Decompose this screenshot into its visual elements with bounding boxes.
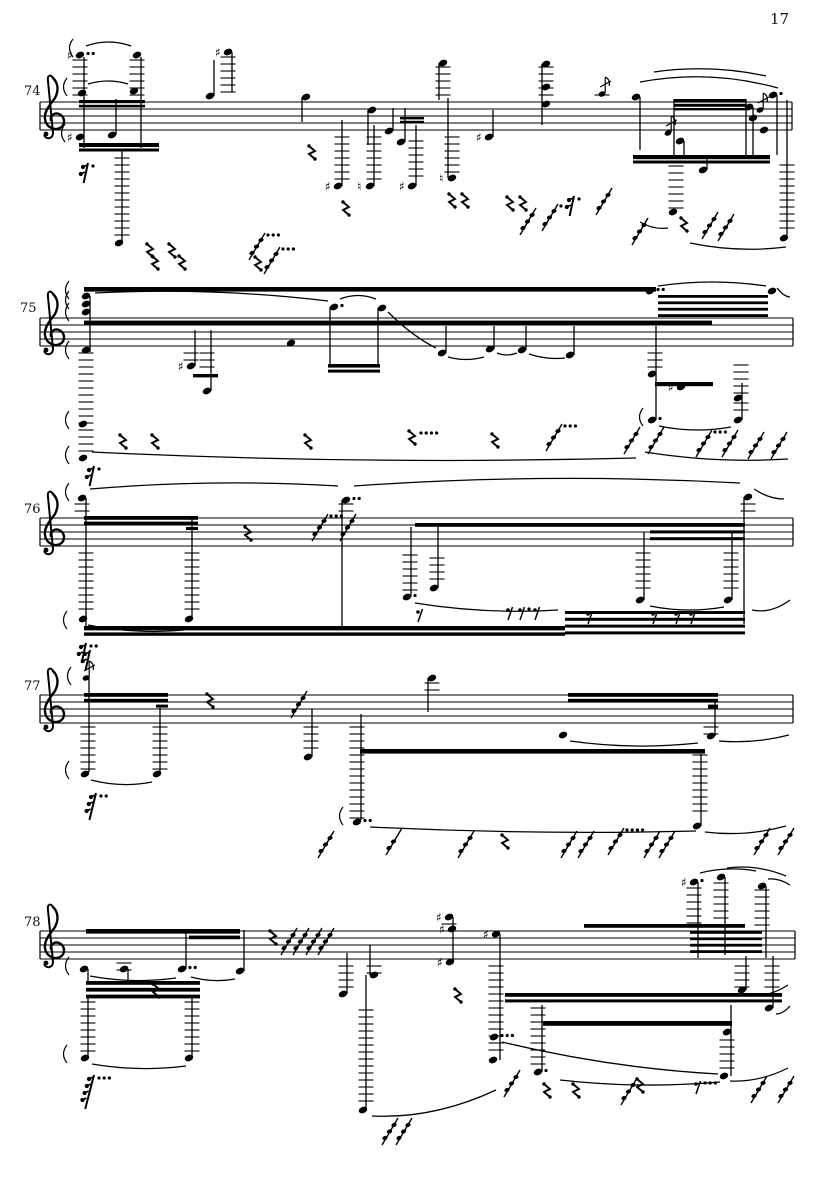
svg-text:♯: ♯ xyxy=(483,927,489,942)
svg-text:♯: ♯ xyxy=(439,922,445,937)
svg-text:♯: ♯ xyxy=(215,45,221,60)
svg-text:♯: ♯ xyxy=(67,130,73,145)
system-74 xyxy=(40,39,795,260)
svg-text:♮: ♮ xyxy=(439,171,444,186)
svg-text:♯: ♯ xyxy=(437,955,443,970)
svg-text:♯: ♯ xyxy=(67,48,73,63)
measure-number: 76 xyxy=(24,502,41,517)
measure-number: 77 xyxy=(24,679,41,694)
page-number: 17 xyxy=(770,10,790,28)
system-76 xyxy=(40,478,793,663)
system-77 xyxy=(40,650,794,858)
svg-text:♯: ♯ xyxy=(325,179,331,194)
svg-text:♯: ♯ xyxy=(681,875,687,890)
svg-text:♯: ♯ xyxy=(178,359,184,374)
measure-number: 75 xyxy=(20,301,37,316)
svg-text:♯: ♯ xyxy=(668,380,674,395)
svg-text:♯: ♯ xyxy=(436,910,442,925)
measure-number: 74 xyxy=(24,84,41,99)
system-78 xyxy=(40,867,795,1145)
measure-number: 78 xyxy=(24,915,41,930)
svg-text:♯: ♯ xyxy=(399,179,405,194)
svg-text:♯: ♯ xyxy=(476,130,482,145)
system-75 xyxy=(40,247,793,486)
svg-text:♮: ♮ xyxy=(357,179,362,194)
